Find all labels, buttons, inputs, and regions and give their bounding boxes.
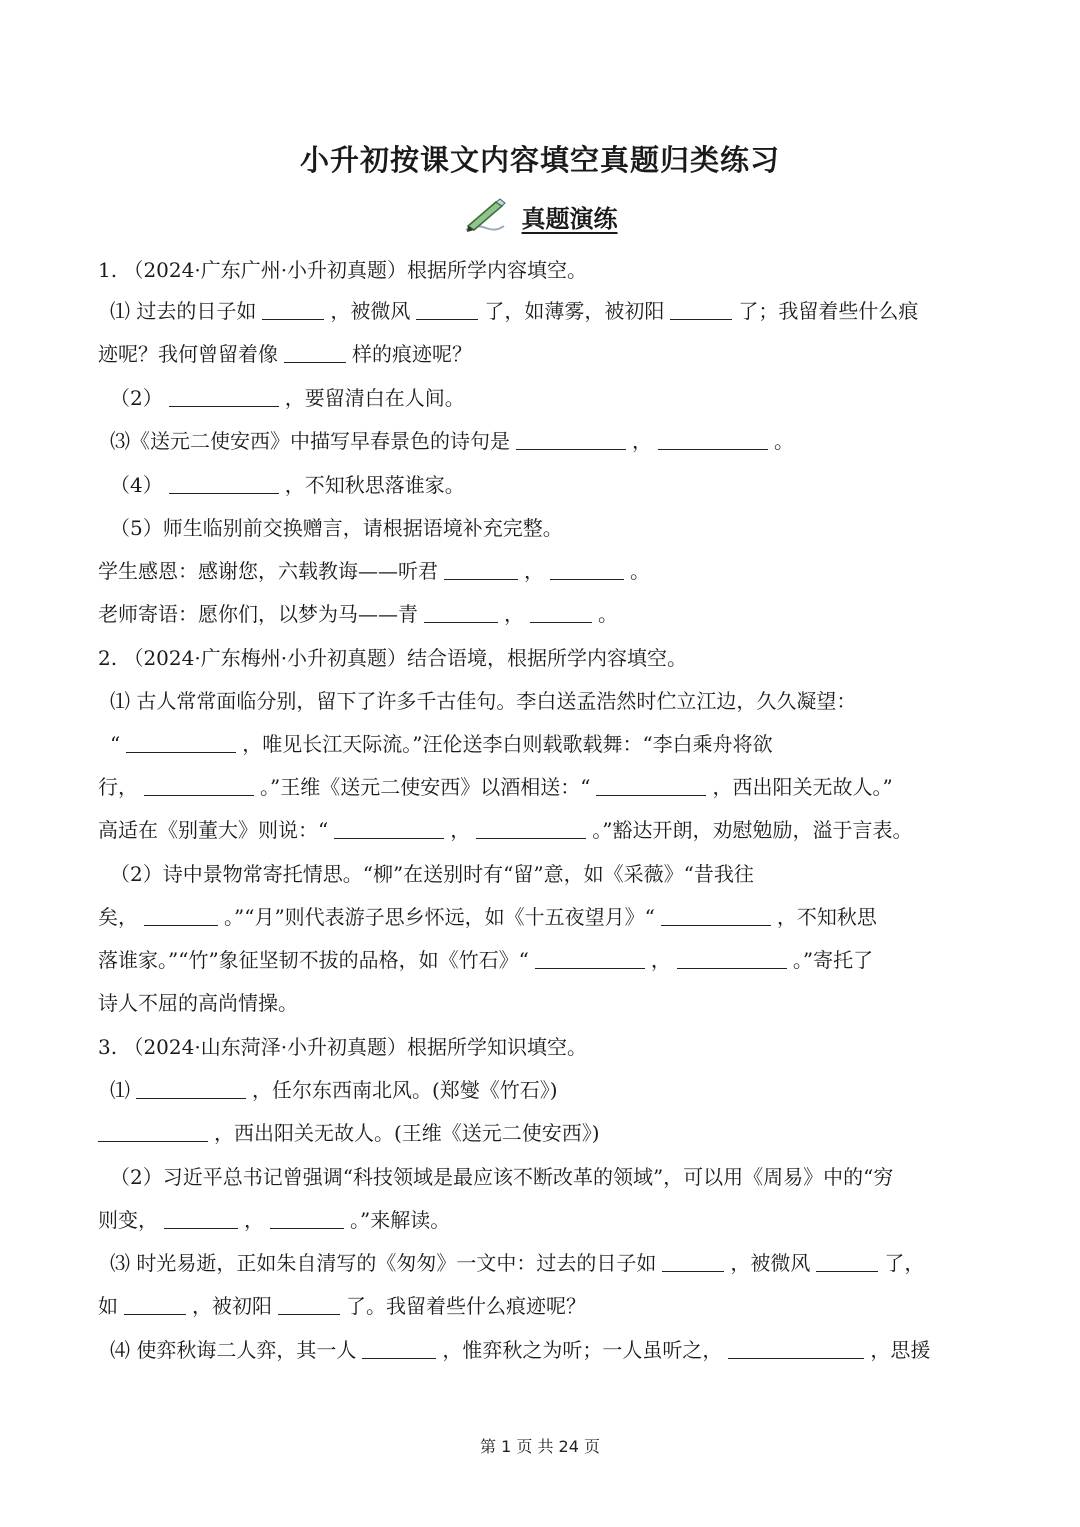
answer-blank[interactable] (444, 559, 518, 580)
answer-blank[interactable] (670, 299, 732, 320)
q2-line3: 行， 。”王维《送元二使安西》以酒相送：“ ，西出阳关无故人。” (98, 775, 893, 799)
answer-blank[interactable] (126, 732, 236, 753)
q1-student-line: 学生感恩：感谢您，六载教诲——听君 ， 。 (98, 559, 650, 583)
answer-blank[interactable] (169, 386, 279, 407)
q1-header: 1. （2024·广东广州·小升初真题）根据所学内容填空。 (98, 258, 588, 282)
q3-line7: ⑷ 使弈秋诲二人弈，其一人 ，惟弈秋之为听；一人虽听之， ，思援 (110, 1338, 931, 1362)
answer-blank[interactable] (816, 1251, 878, 1272)
answer-blank[interactable] (662, 1251, 724, 1272)
answer-blank[interactable] (516, 429, 626, 450)
q2-line6: 矣， 。”“月”则代表游子思乡怀远，如《十五夜望月》“ ，不知秋思 (98, 905, 877, 929)
answer-blank[interactable] (144, 905, 218, 926)
answer-blank[interactable] (334, 818, 444, 839)
answer-blank[interactable] (416, 299, 478, 320)
answer-blank[interactable] (658, 429, 768, 450)
answer-blank[interactable] (661, 905, 771, 926)
q1-part2: （2） ，要留清白在人间。 (110, 386, 465, 410)
q2-line1: ⑴ 古人常常面临分别，留下了许多千古佳句。李白送孟浩然时伫立江边，久久凝望： (110, 689, 857, 713)
section-label: 真题演练 (521, 204, 618, 233)
answer-blank[interactable] (164, 1208, 238, 1229)
answer-blank[interactable] (535, 948, 645, 969)
page-title: 小升初按课文内容填空真题归类练习 (299, 143, 780, 177)
q3-header: 3. （2024·山东菏泽·小升初真题）根据所学知识填空。 (98, 1035, 588, 1059)
answer-blank[interactable] (98, 1121, 208, 1142)
q3-line5: ⑶ 时光易逝，正如朱自清写的《匆匆》一文中：过去的日子如 ，被微风 了， (110, 1251, 925, 1275)
answer-blank[interactable] (677, 948, 787, 969)
q1-part1-line2: 迹呢？我何曾留着像 样的痕迹呢？ (98, 342, 472, 366)
answer-blank[interactable] (284, 342, 346, 363)
answer-blank[interactable] (262, 299, 324, 320)
q1-part5: （5）师生临别前交换赠言，请根据语境补充完整。 (110, 516, 563, 540)
q1-part3: ⑶《送元二使安西》中描写早春景色的诗句是 ， 。 (110, 429, 794, 453)
answer-blank[interactable] (424, 602, 498, 623)
q3-line3: （2）习近平总书记曾强调“科技领域是最应该不断改革的领域”，可以用《周易》中的“穷 (110, 1165, 894, 1189)
answer-blank[interactable] (550, 559, 624, 580)
q1-teacher-line: 老师寄语：愿你们，以梦为马——青 ， 。 (98, 602, 618, 626)
page-footer: 第 1 页 共 24 页 (480, 1437, 600, 1456)
answer-blank[interactable] (530, 602, 592, 623)
answer-blank[interactable] (596, 775, 706, 796)
answer-blank[interactable] (144, 775, 254, 796)
answer-blank[interactable] (728, 1338, 864, 1359)
q3-line2: ，西出阳关无故人。(王维《送元二使安西》) (98, 1118, 988, 1148)
pen-writing-icon (462, 196, 508, 236)
q2-line8: 诗人不屈的高尚情操。 (98, 991, 298, 1015)
answer-blank[interactable] (169, 473, 279, 494)
answer-blank[interactable] (362, 1338, 436, 1359)
q2-line5: （2）诗中景物常寄托情思。“柳”在送别时有“留”意，如《采薇》“昔我往 (110, 862, 754, 886)
answer-blank[interactable] (136, 1078, 246, 1099)
answer-blank[interactable] (278, 1294, 340, 1315)
q2-line4: 高适在《别董大》则说：“ ， 。”豁达开朗，劝慰勉励，溢于言表。 (98, 818, 913, 842)
q2-header: 2. （2024·广东梅州·小升初真题）结合语境，根据所学内容填空。 (98, 646, 688, 670)
section-heading (0, 196, 1080, 236)
q3-line1: ⑴ ，任尔东西南北风。(郑燮《竹石》) (110, 1078, 558, 1102)
q3-line6: 如 ，被初阳 了。我留着些什么痕迹呢？ (98, 1294, 586, 1318)
q1-part4: （4） ，不知秋思落谁家。 (110, 473, 465, 497)
q2-line2: “ ，唯见长江天际流。”汪伦送李白则载歌载舞：“李白乘舟将欲 (110, 732, 773, 756)
q2-line7: 落谁家。”“竹”象征坚韧不拔的品格，如《竹石》“ ， 。”寄托了 (98, 948, 874, 972)
answer-blank[interactable] (270, 1208, 344, 1229)
q1-part1-line1: ⑴ 过去的日子如 ，被微风 了，如薄雾，被初阳 了；我留着些什么痕 (110, 299, 919, 323)
q3-line4: 则变， ， 。”来解读。 (98, 1208, 451, 1232)
answer-blank[interactable] (124, 1294, 186, 1315)
answer-blank[interactable] (476, 818, 586, 839)
